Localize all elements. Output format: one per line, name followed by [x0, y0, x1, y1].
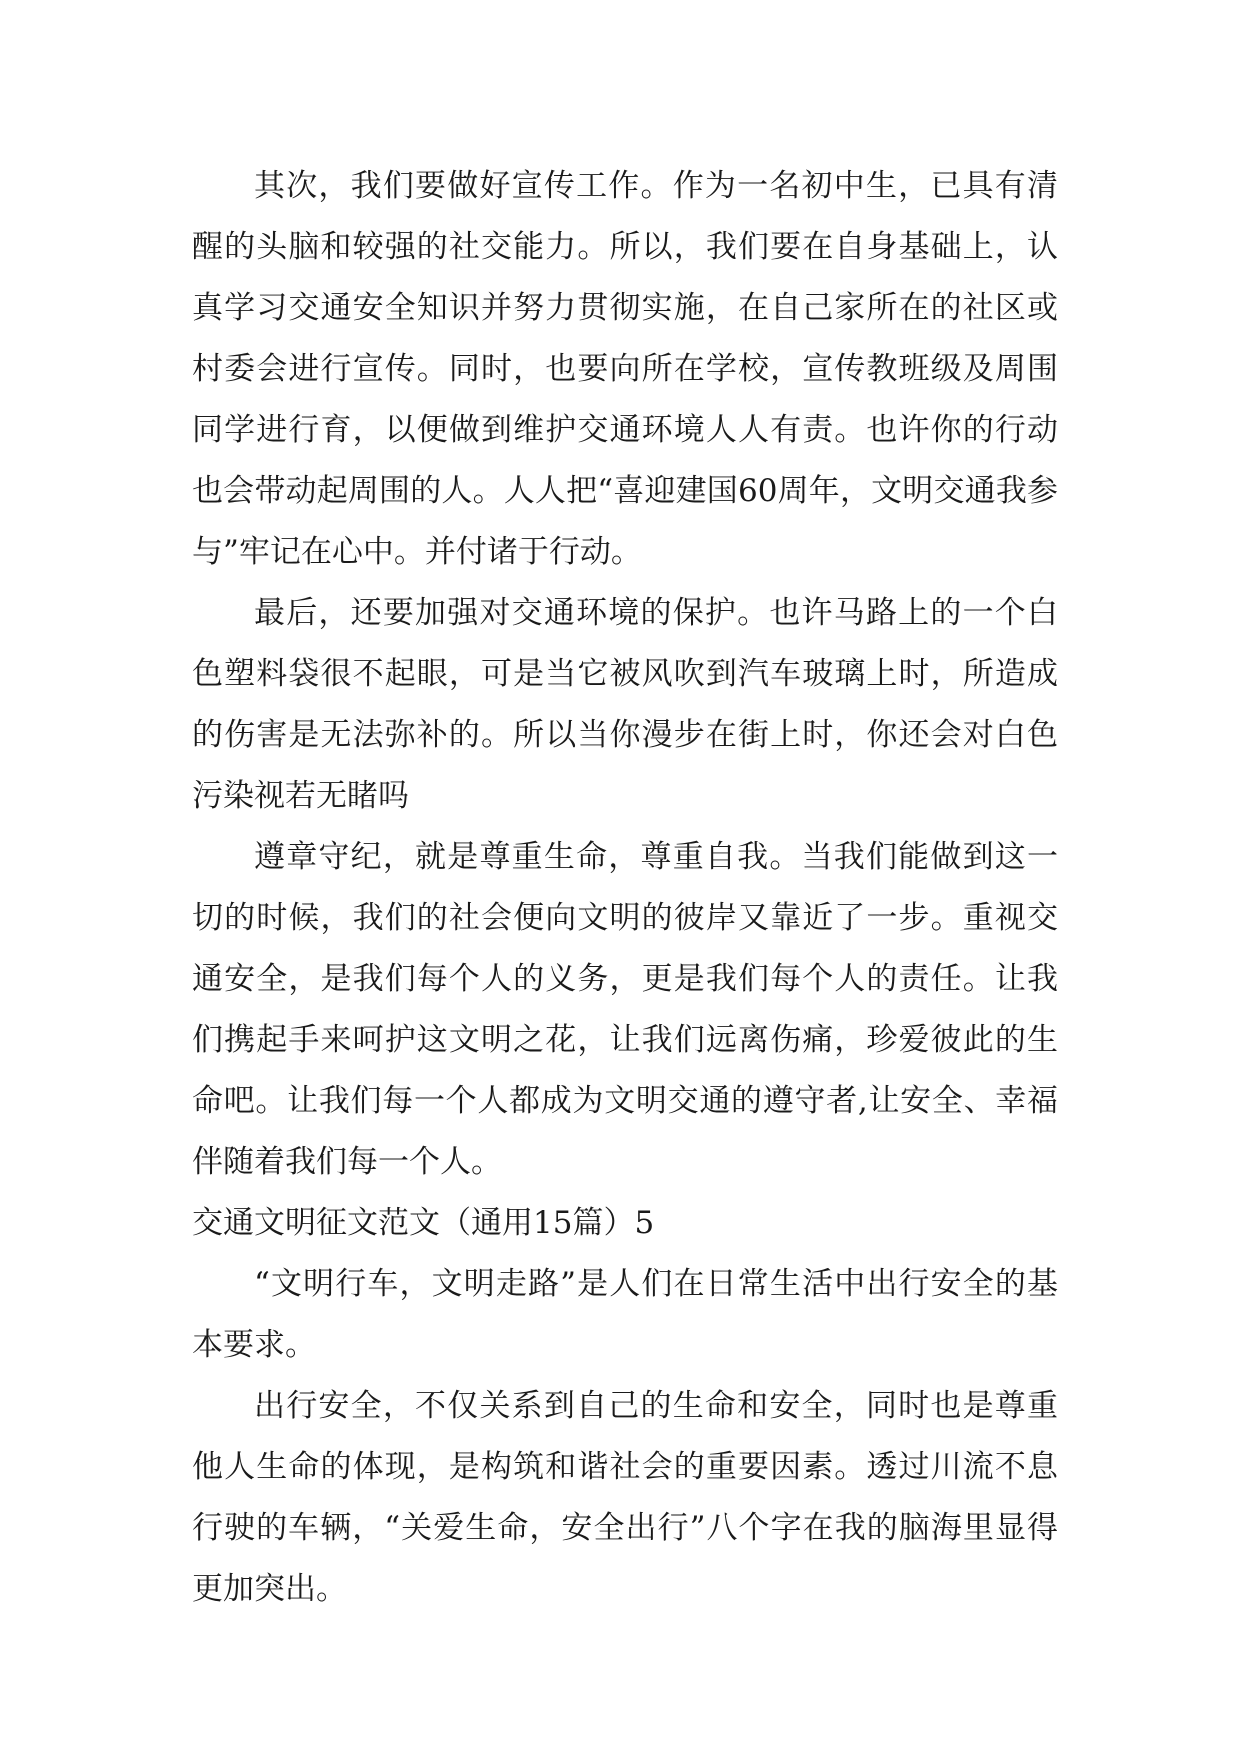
paragraph-travel-safety: 出行安全，不仅关系到自己的生命和安全，同时也是尊重他人生命的体现，是构筑和谐社会的重要因素。透过川流不息行驶的车辆，“关爱生命，安全出行”八个字在我的脑海里显得更加突出。 — [192, 1388, 1058, 1607]
document-body — [192, 156, 1058, 1620]
paragraph-obey-rules: 遵章守纪，就是尊重生命，尊重自我。当我们能做到这一切的时候，我们的社会便向文明的彼岸又靠近了一步。重视交通安全，是我们每个人的义务，更是我们每个人的责任。让我们携起手来呵护这文明之花，让我们远离伤痛，珍爱彼此的生命吧。让我们每一个人都成为文明交通的遵守者,让安全、幸福伴随着我们每一个人。 — [192, 839, 1058, 1180]
section-heading: 交通文明征文范文（通用15篇）5 — [192, 1205, 655, 1241]
paragraph-publicity: 其次，我们要做好宣传工作。作为一名初中生，已具有清醒的头脑和较强的社交能力。所以，我们要在自身基础上，认真学习交通安全知识并努力贯彻实施，在自己家所在的社区或村委会进行宣传。同时，也要向所在学校，宣传教班级及周围同学进行育，以便做到维护交通环境人人有责。也许你的行动也会带动起周围的人。人人把“喜迎建国60周年，文明交通我参与”牢记在心中。并付诸于行动。 — [192, 168, 1058, 570]
paragraph-civilized-driving: “文明行车，文明走路”是人们在日常生活中出行安全的基本要求。 — [192, 1266, 1058, 1363]
paragraph-environment-protection: 最后，还要加强对交通环境的保护。也许马路上的一个白色塑料袋很不起眼，可是当它被风吹到汽车玻璃上时，所造成的伤害是无法弥补的。所以当你漫步在街上时，你还会对白色污染视若无睹吗 — [192, 595, 1058, 814]
